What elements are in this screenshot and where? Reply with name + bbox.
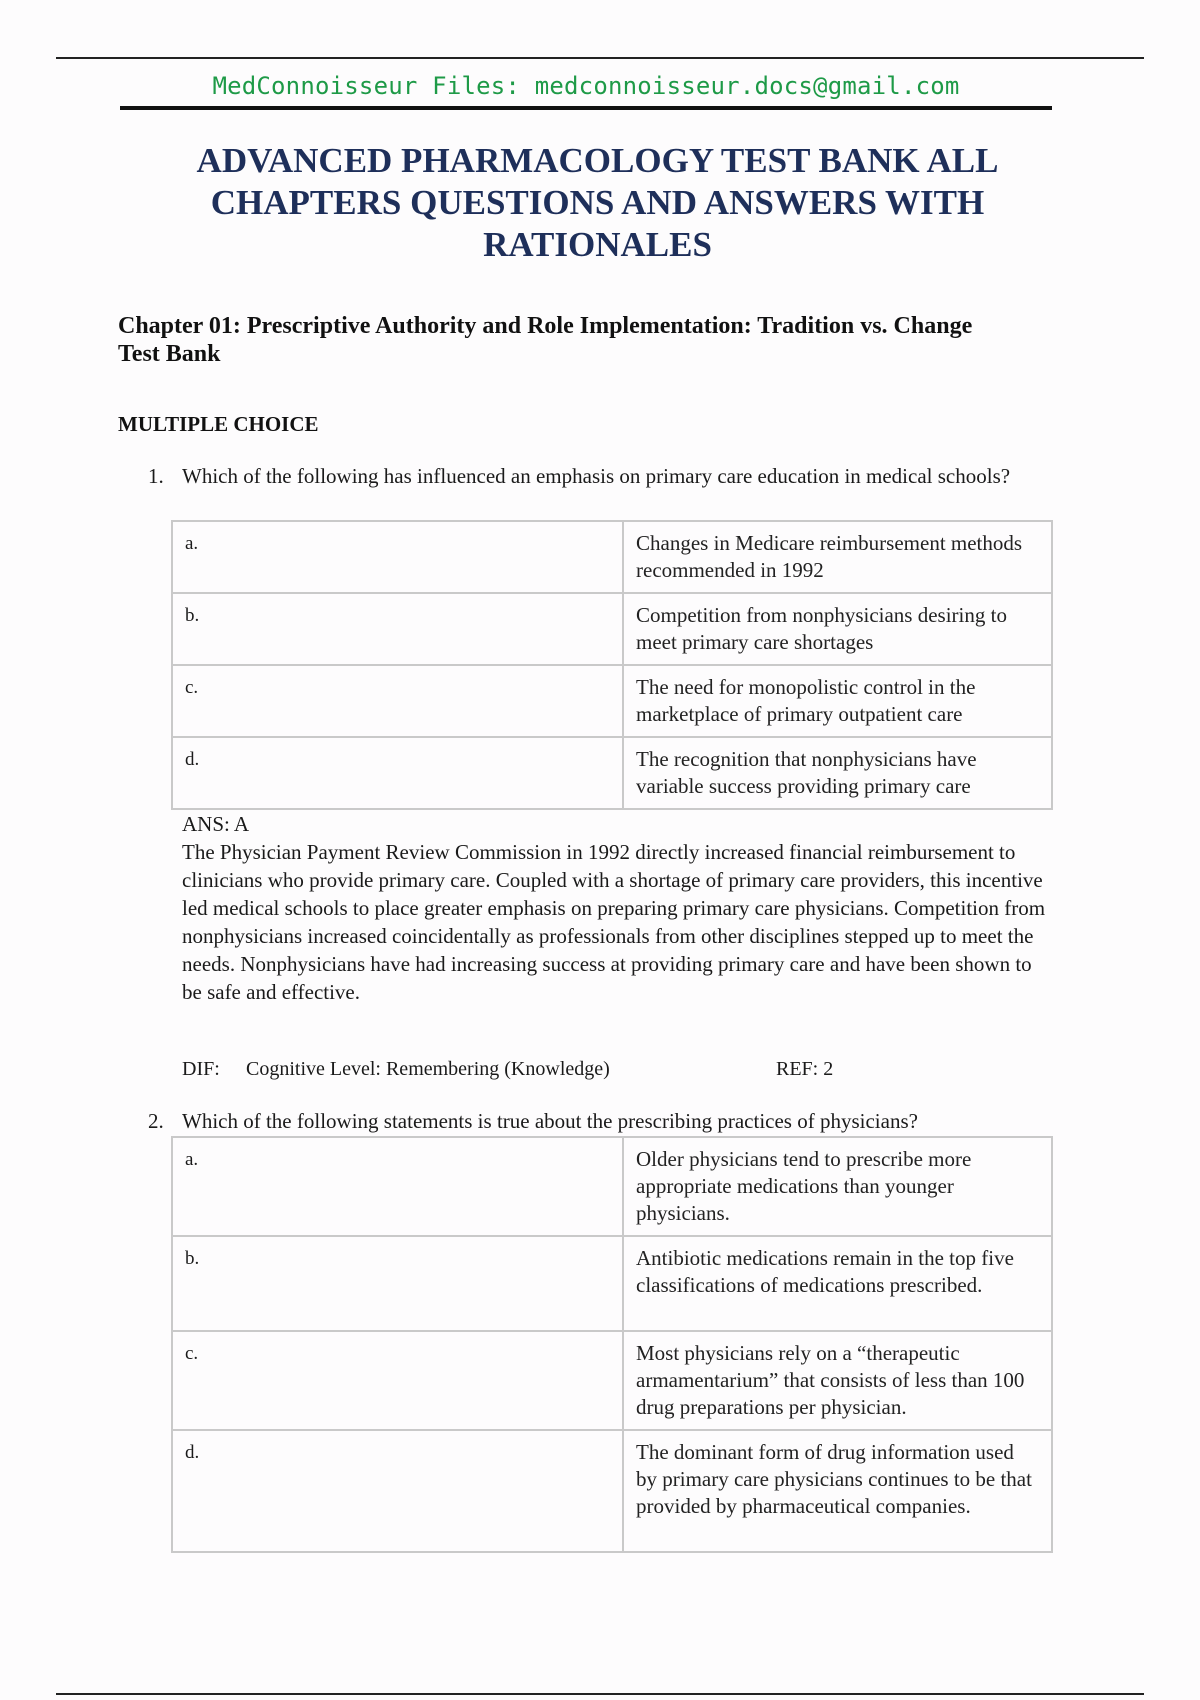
choice-row xyxy=(172,665,1052,737)
choice-letter: d. xyxy=(172,737,623,809)
choice-row xyxy=(172,1236,1052,1331)
dif-label: DIF: xyxy=(182,1058,220,1080)
choice-letter: c. xyxy=(172,1331,623,1430)
choice-text: The need for monopolistic control in the marketplace of primary outpatient care xyxy=(623,665,1052,737)
choice-letter: b. xyxy=(172,1236,623,1331)
dif-value: Cognitive Level: Remembering (Knowledge) xyxy=(246,1058,610,1080)
answer-choices-table xyxy=(171,1136,1053,1553)
choice-row xyxy=(172,521,1052,593)
top-page-rule xyxy=(56,57,1144,59)
question-number: 1. xyxy=(148,464,164,488)
chapter-heading-line: Chapter 01: Prescriptive Authority and Role Implementation: Tradition vs. Change xyxy=(118,313,973,339)
chapter-heading-line: Test Bank xyxy=(118,341,221,367)
section-heading: MULTIPLE CHOICE xyxy=(118,412,319,436)
title-line: CHAPTERS QUESTIONS AND ANSWERS WITH xyxy=(210,183,985,222)
question-stem: Which of the following has influenced an emphasis on primary care education in medical schools? xyxy=(182,464,1011,488)
choice-row xyxy=(172,593,1052,665)
choice-letter: d. xyxy=(172,1430,623,1552)
choice-text: Older physicians tend to prescribe more appropriate medications than younger physicians. xyxy=(623,1137,1052,1236)
choice-text: Antibiotic medications remain in the top five classifications of medications prescribed. xyxy=(623,1236,1052,1331)
choice-text: Changes in Medicare reimbursement methods recommended in 1992 xyxy=(623,521,1052,593)
choice-row xyxy=(172,1137,1052,1236)
choice-text: The recognition that nonphysicians have variable success providing primary care xyxy=(623,737,1052,809)
choice-letter: a. xyxy=(172,521,623,593)
question-number: 2. xyxy=(148,1109,164,1133)
header-underline xyxy=(120,106,1052,110)
answer-block xyxy=(182,810,1052,1006)
document-title xyxy=(120,140,1075,266)
title-line: ADVANCED PHARMACOLOGY TEST BANK ALL xyxy=(196,141,999,180)
question-metadata xyxy=(182,1058,833,1081)
question-1 xyxy=(148,463,1053,519)
choice-row xyxy=(172,737,1052,809)
choice-row xyxy=(172,1430,1052,1552)
choice-letter: b. xyxy=(172,593,623,665)
answer-choices-table xyxy=(171,520,1053,810)
chapter-heading xyxy=(118,312,1078,368)
ref-label: REF: 2 xyxy=(776,1058,834,1080)
choice-letter: c. xyxy=(172,665,623,737)
bottom-page-rule xyxy=(56,1693,1144,1695)
question-stem: Which of the following statements is true about the prescribing practices of physicians? xyxy=(182,1109,918,1133)
answer-key: ANS: A xyxy=(182,812,250,836)
title-line: RATIONALES xyxy=(483,225,712,264)
choice-text: Competition from nonphysicians desiring to meet primary care shortages xyxy=(623,593,1052,665)
choice-letter: a. xyxy=(172,1137,623,1236)
choice-text: Most physicians rely on a “therapeutic armamentarium” that consists of less than 100 drug preparations per physician. xyxy=(623,1331,1052,1430)
choice-row xyxy=(172,1331,1052,1430)
answer-rationale: The Physician Payment Review Commission in 1992 directly increased financial reimbursement to clinicians who provide primary care. Coupled with a shortage of primary care providers, this incentive led medical schools to place greater emphasis on preparing primary care physicians. Competition from nonphysicians increased coincidentally as professionals from other disciplines stepped up to meet the needs. Nonphysicians have had increasing success at providing primary care and have been shown to be safe and effective. xyxy=(182,840,1046,1004)
contact-header: MedConnoisseur Files: medconnoisseur.docs@gmail.com xyxy=(212,72,960,100)
choice-text: The dominant form of drug information used by primary care physicians continues to be that provided by pharmaceutical companies. xyxy=(623,1430,1052,1552)
